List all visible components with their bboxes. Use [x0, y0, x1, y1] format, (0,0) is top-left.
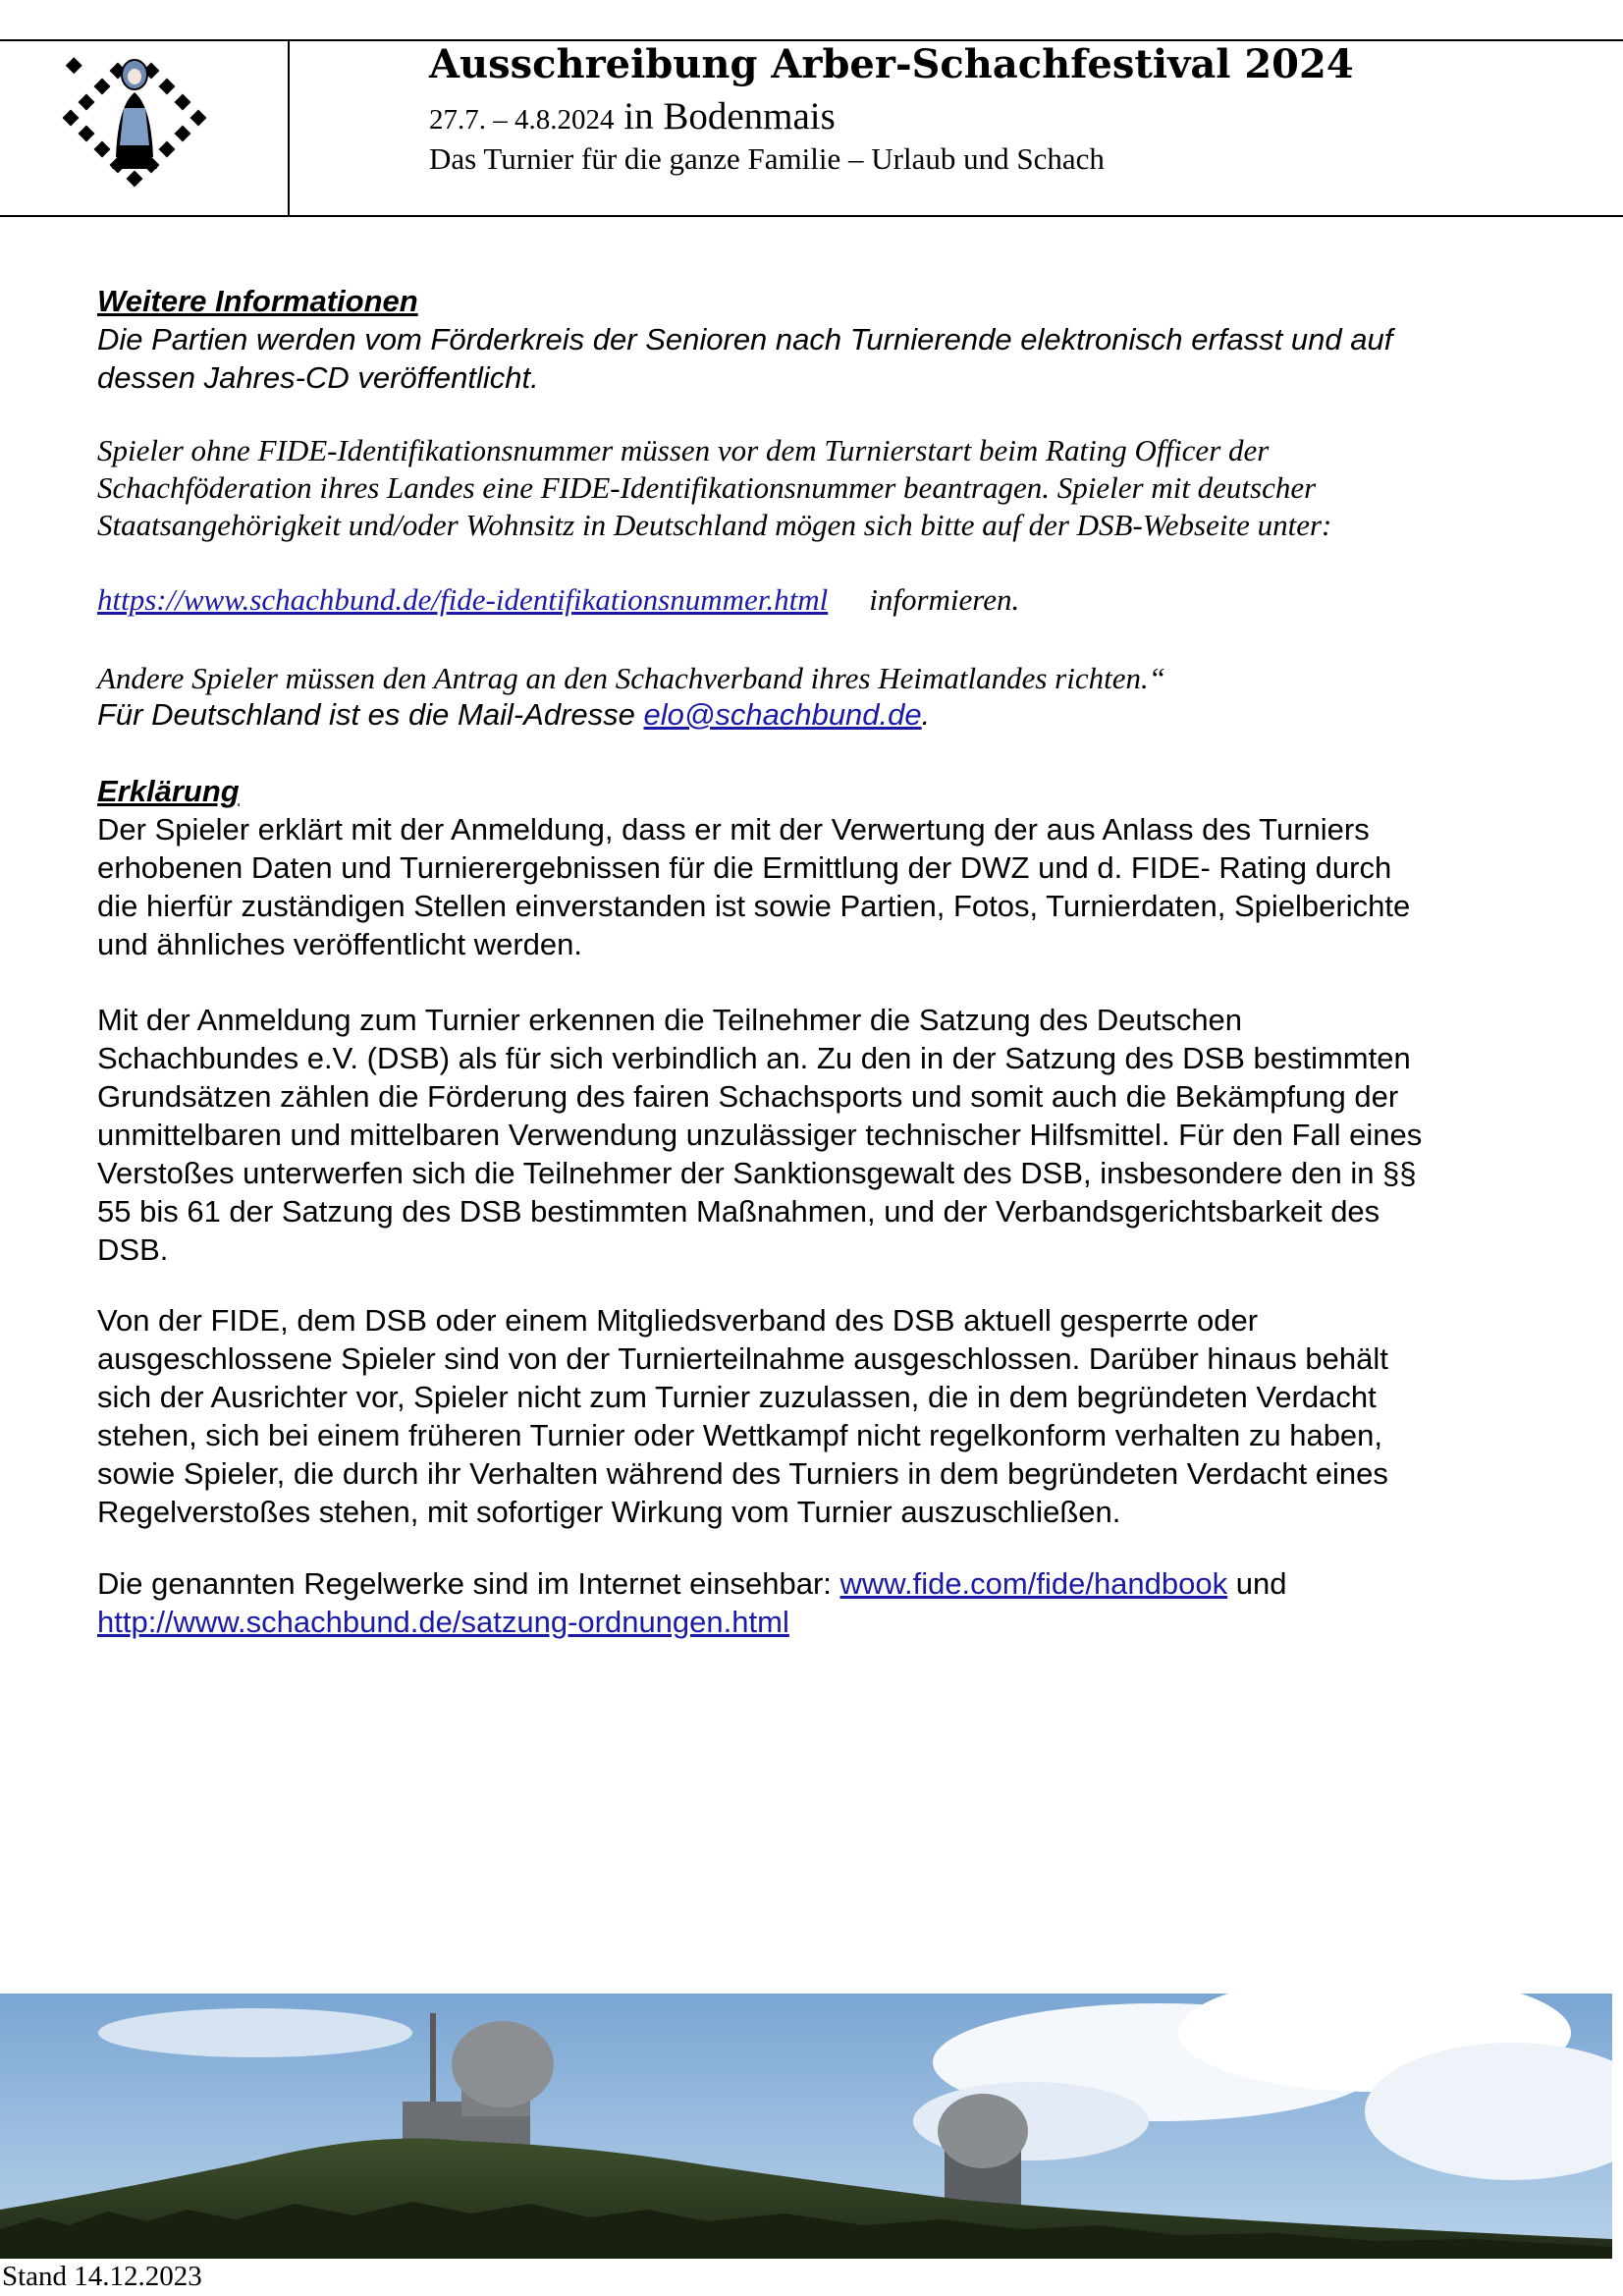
erklaerung-heading: Erklärung	[97, 774, 240, 808]
erklaerung-p3-line: Von der FIDE, dem DSB oder einem Mitgliedsverband des DSB aktuell gesperrte oder	[97, 1303, 1259, 1338]
erklaerung-p2-line: Schachbundes e.V. (DSB) als für sich verbindlich an. Zu den in der Satzung des DSB bestimmten	[97, 1041, 1411, 1075]
document-header	[0, 39, 1623, 216]
erklaerung-p2-line: Mit der Anmeldung zum Turnier erkennen die Teilnehmer die Satzung des Deutschen	[97, 1003, 1243, 1037]
mail-prefix: Für Deutschland ist es die Mail-Adresse	[97, 697, 644, 732]
erklaerung-p3-line: stehen, sich bei einem früheren Turnier oder Wettkampf nicht regelkonform verhalten zu haben,	[97, 1418, 1383, 1452]
erklaerung-p2	[97, 1001, 1531, 1269]
erklaerung-p4	[97, 1564, 1531, 1641]
erklaerung-p2-line: Verstoßes unterwerfen sich die Teilnehmer der Sanktionsgewalt des DSB, insbesondere den in §§	[97, 1156, 1417, 1190]
erklaerung-p3-line: Regelverstoßes stehen, mit sofortiger Wirkung vom Turnier auszuschließen.	[97, 1495, 1121, 1529]
fide-id-link[interactable]: https://www.schachbund.de/fide-identifikationsnummer.html	[97, 582, 829, 617]
dsb-satzung-link[interactable]: http://www.schachbund.de/satzung-ordnungen.html	[97, 1605, 789, 1639]
weitere-heading: Weitere Informationen	[97, 284, 418, 318]
erklaerung-p1-line: erhobenen Daten und Turnierergebnissen für die Ermittlung der DWZ und d. FIDE- Rating durch	[97, 850, 1392, 885]
erklaerung-p3-line: ausgeschlossene Spieler sind von der Turnierteilnahme ausgeschlossen. Darüber hinaus behält	[97, 1341, 1388, 1376]
erklaerung-p1-line: die hierfür zuständigen Stellen einverstanden ist sowie Partien, Fotos, Turnierdaten, Spielberichte	[97, 889, 1411, 923]
erklaerung-p3-line: sich der Ausrichter vor, Spieler nicht zum Turnier zuzulassen, die in dem begründeten Verdacht	[97, 1380, 1377, 1414]
event-dates-line	[429, 94, 836, 138]
erklaerung-p1-line: und ähnliches veröffentlicht werden.	[97, 927, 583, 961]
erklaerung-p1-line: Der Spieler erklärt mit der Anmeldung, dass er mit der Verwertung der aus Anlass des Turniers	[97, 812, 1370, 847]
weitere-line2: dessen Jahres-CD veröffentlicht.	[97, 360, 539, 395]
document-subtitle: Das Turnier für die ganze Familie – Urlaub und Schach	[429, 141, 1105, 176]
regelwerke-prefix: Die genannten Regelwerke sind im Internet einsehbar:	[97, 1566, 840, 1601]
header-bottom-rule	[0, 215, 1623, 217]
fide-handbook-link[interactable]: www.fide.com/fide/handbook	[839, 1566, 1228, 1601]
erklaerung-p2-line: unmittelbaren und mittelbaren Verwendung unzulässiger technischer Hilfsmittel. Für den Fall eines	[97, 1118, 1423, 1152]
erklaerung-p2-line: DSB.	[97, 1232, 169, 1267]
erklaerung-p2-line: Grundsätzen zählen die Förderung des fairen Schachsports und somit auch die Bekämpfung der	[97, 1079, 1399, 1114]
fide-line3: Staatsangehörigkeit und/oder Wohnsitz in Deutschland mögen sich bitte auf der DSB-Webseite unter:	[97, 508, 1332, 542]
fide-link-suffix: informieren.	[869, 582, 1020, 617]
stand-date: Stand 14.12.2023	[2, 2261, 202, 2292]
regelwerke-line1	[97, 1564, 1531, 1603]
header-divider	[288, 39, 290, 217]
mail-line	[97, 695, 1531, 734]
erklaerung-p3	[97, 1301, 1531, 1531]
fide-line2: Schachföderation ihres Landes eine FIDE-Identifikationsnummer beantragen. Spieler mit deutscher	[97, 470, 1317, 505]
chess-logo-icon	[61, 47, 208, 192]
arber-mountain-photo	[0, 1994, 1612, 2259]
fide-link-line	[97, 581, 1531, 619]
document-title: Ausschreibung Arber-Schachfestival 2024	[429, 41, 1354, 87]
fide-id-paragraph	[97, 432, 1531, 544]
erklaerung-p2-line: 55 bis 61 der Satzung des DSB bestimmten Maßnahmen, und der Verbandsgerichtsbarkeit des	[97, 1194, 1380, 1229]
mail-link[interactable]: elo@schachbund.de	[643, 697, 922, 732]
regelwerke-line2	[97, 1603, 1531, 1641]
event-dates: 27.7. – 4.8.2024	[429, 104, 615, 136]
erklaerung-section	[97, 772, 1531, 963]
mail-suffix: .	[921, 697, 931, 732]
fide-line1: Spieler ohne FIDE-Identifikationsnummer müssen vor dem Turnierstart beim Rating Officer der	[97, 433, 1270, 467]
weitere-line1: Die Partien werden vom Förderkreis der Senioren nach Turnierende elektronisch erfasst und auf	[97, 322, 1393, 356]
weitere-section	[97, 282, 1531, 397]
event-place: in Bodenmais	[614, 95, 836, 137]
erklaerung-p3-line: sowie Spieler, die durch ihr Verhalten während des Turniers in dem begründeten Verdacht eines	[97, 1456, 1388, 1491]
other-players-line: Andere Spieler müssen den Antrag an den Schachverband ihres Heimatlandes richten.“	[97, 661, 1165, 695]
regelwerke-mid: und	[1227, 1566, 1287, 1601]
